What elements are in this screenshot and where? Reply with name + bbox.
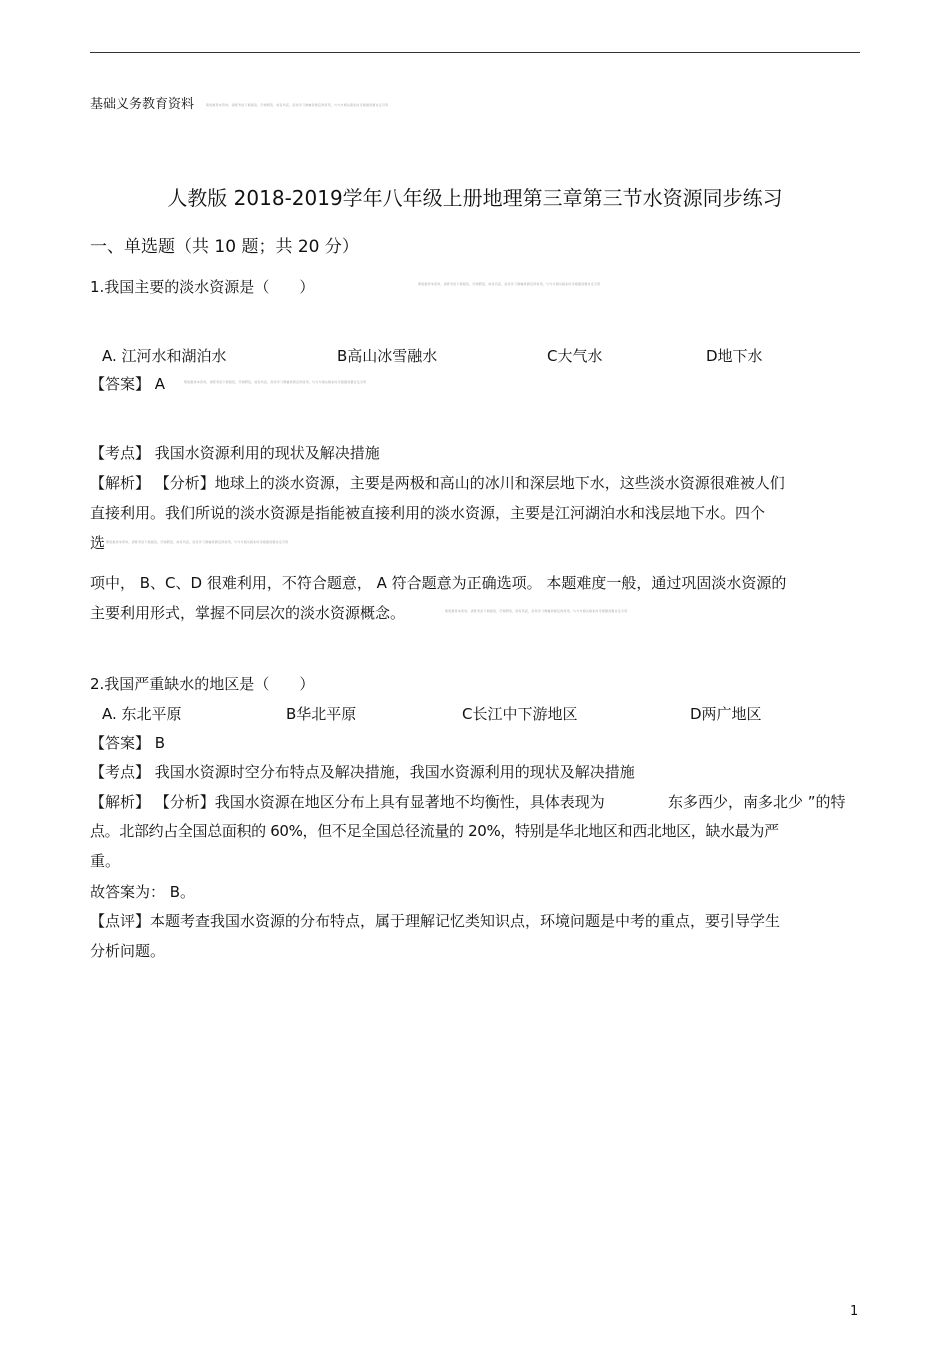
question-2-jiexi-line-1: 【解析】 【分析】我国水资源在地区分布上具有显著地不均衡性，具体表现为 [90,793,605,811]
question-2-jiexi-line-1-end: 东多西少，南多北少 ”的特 [668,793,846,811]
question-1-jiexi-line-2: 直接利用。我们所说的淡水资源是指能被直接利用的淡水资源，主要是江河湖泊水和浅层地下水。四个 [90,504,766,522]
question-2-option-a: A. 东北平原 [102,705,182,723]
question-1-watermark: 简短推荐本资料，请您考虑下载阅读，仔细研读，如有所获，需持学习教辅资源后再使用，与与与相关联系时可根据需要自定引用 [418,282,601,286]
question-1-jiexi-watermark-1: 简短推荐本资料，请您考虑下载阅读，仔细研读，如有所获，需持学习教辅资源后再使用，与与与相关联系时可根据需要自定引用 [106,540,289,544]
question-1-stem: 1.我国主要的淡水资源是（ ） [90,278,315,296]
page-number: 1 [850,1304,859,1319]
question-2-option-b: B华北平原 [286,705,357,723]
question-2-option-d: D两广地区 [690,705,762,723]
question-2-dianping-line-1: 【点评】本题考查我国水资源的分布特点，属于理解记忆类知识点，环境问题是中考的重点，要引导学生 [90,912,781,930]
question-1-jiexi-line-3: 选 [90,534,106,552]
question-2-option-c: C长江中下游地区 [462,705,578,723]
question-2-dianping-line-2: 分析问题。 [90,942,166,960]
question-2-kaodian: 【考点】 我国水资源时空分布特点及解决措施，我国水资源利用的现状及解决措施 [90,763,635,781]
question-1-option-c: C大气水 [547,347,603,365]
question-1-answer-watermark: 简短推荐本资料，请您考虑下载阅读，仔细研读，如有所获，需持学习教辅资源后再使用，与与与相关联系时可根据需要自定引用 [184,380,367,384]
question-2-jiexi-line-2: 点。北部约占全国总面积的 60%，但不足全国总径流量的 20%，特别是华北地区和西北地区，缺水最为严 [90,822,779,840]
page-title: 人教版 2018-2019学年八年级上册地理第三章第三节水资源同步练习 [167,186,783,210]
question-2-jiexi-line-3: 重。 [90,852,121,870]
header-rule [90,52,860,53]
question-1-answer: 【答案】 A [90,375,166,393]
header-watermark: 简短推荐本资料，请您考虑下载阅读，仔细研读，如有所获，需持学习教辅资源后再使用，与与与相关联系时可根据需要自定引用 [206,103,389,107]
question-1-option-a: A. 江河水和湖泊水 [102,347,227,365]
question-1-jiexi-line-5: 主要利用形式，掌握不同层次的淡水资源概念。 [90,604,406,622]
question-2-answer: 【答案】 B [90,734,166,752]
section-heading: 一、单选题（共 10 题；共 20 分） [90,237,359,257]
header-label: 基础义务教育资料 [90,97,195,112]
question-1-option-b: B高山冰雪融水 [337,347,438,365]
question-2-stem: 2.我国严重缺水的地区是（ ） [90,675,315,693]
question-2-final-answer: 故答案为： B。 [90,883,196,901]
question-1-jiexi-watermark-2: 简短推荐本资料，请您考虑下载阅读，仔细研读，如有所获，需持学习教辅资源后再使用，与与与相关联系时可根据需要自定引用 [445,609,628,613]
question-1-jiexi-line-1: 【解析】 【分析】地球上的淡水资源，主要是两极和高山的冰川和深层地下水，这些淡水资源很难被人们 [90,474,785,492]
question-1-jiexi-line-4: 项中， B、C、D 很难利用，不符合题意， A 符合题意为正确选项。 本题难度一般，通过巩固淡水资源的 [90,574,787,592]
question-1-option-d: D地下水 [706,347,763,365]
question-1-kaodian: 【考点】 我国水资源利用的现状及解决措施 [90,444,380,462]
